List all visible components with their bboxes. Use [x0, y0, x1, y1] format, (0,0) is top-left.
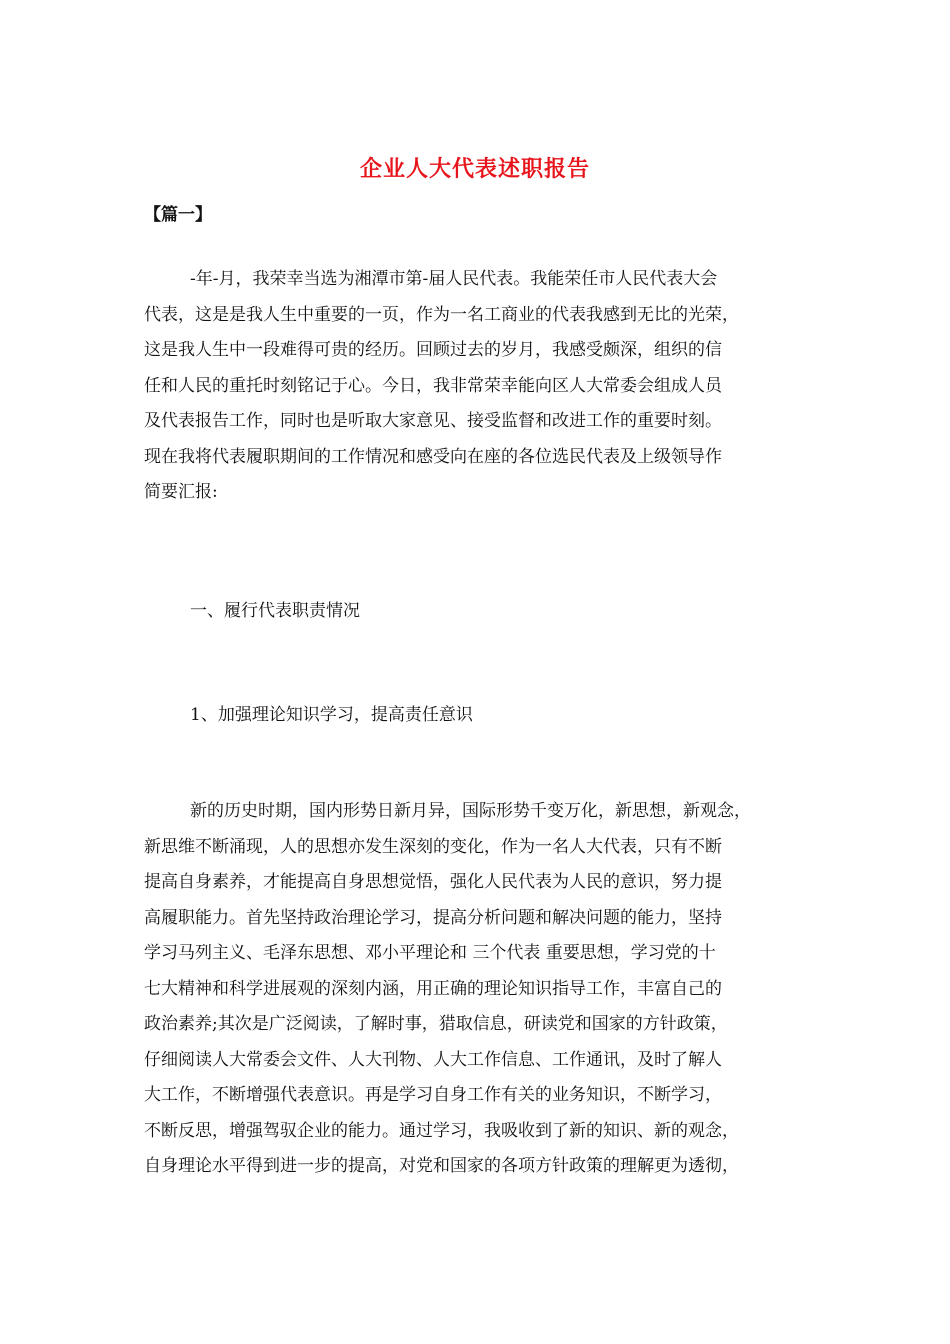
- paragraph-line: 任和人民的重托时刻铭记于心。今日，我非常荣幸能向区人大常委会组成人员: [144, 375, 722, 396]
- page-title: 企业人大代表述职报告: [359, 156, 590, 182]
- paragraph-line: 不断反思，增强驾驭企业的能力。通过学习，我吸收到了新的知识、新的观念，: [144, 1120, 739, 1141]
- section-heading: 一、履行代表职责情况: [190, 601, 360, 621]
- paragraph-line: 政治素养;其次是广泛阅读，了解时事，猎取信息，研读党和国家的方针政策，: [144, 1014, 728, 1034]
- intro-paragraph: [144, 262, 824, 511]
- paragraph-line: 及代表报告工作，同时也是听取大家意见、接受监督和改进工作的重要时刻。: [144, 411, 722, 431]
- section-tag: 【篇一】: [144, 205, 212, 225]
- paragraph-line: 大工作，不断增强代表意识。再是学习自身工作有关的业务知识，不断学习，: [144, 1085, 722, 1105]
- paragraph-line: 七大精神和科学进展观的深刻内涵，用正确的理论知识指导工作，丰富自己的: [144, 978, 722, 999]
- paragraph-line: 自身理论水平得到进一步的提高，对党和国家的各项方针政策的理解更为透彻，: [144, 1156, 739, 1176]
- paragraph-line: 新的历史时期，国内形势日新月异，国际形势千变万化，新思想，新观念，: [190, 801, 751, 821]
- paragraph-line: 学习马列主义、毛泽东思想、邓小平理论和 三个代表 重要思想，学习党的十: [144, 943, 716, 963]
- paragraph-line: 高履职能力。首先坚持政治理论学习，提高分析问题和解决问题的能力，坚持: [144, 907, 722, 928]
- paragraph-line: 简要汇报:: [144, 482, 218, 502]
- paragraph-line: 现在我将代表履职期间的工作情况和感受向在座的各位选民代表及上级领导作: [144, 446, 722, 467]
- paragraph-line: -年-月，我荣幸当选为湘潭市第-届人民代表。我能荣任市人民代表大会: [190, 269, 718, 289]
- paragraph-line: 代表，这是是我人生中重要的一页，作为一名工商业的代表我感到无比的光荣，: [144, 304, 739, 325]
- body-paragraph: [144, 794, 824, 1185]
- paragraph-line: 新思维不断涌现，人的思想亦发生深刻的变化，作为一名人大代表，只有不断: [144, 836, 722, 857]
- paragraph-line: 这是我人生中一段难得可贵的经历。回顾过去的岁月，我感受颇深，组织的信: [144, 340, 722, 360]
- subsection-heading: 1、加强理论知识学习，提高责任意识: [190, 705, 473, 725]
- paragraph-line: 提高自身素养，才能提高自身思想觉悟，强化人民代表为人民的意识，努力提: [144, 872, 722, 892]
- paragraph-line: 仔细阅读人大常委会文件、人大刊物、人大工作信息、工作通讯，及时了解人: [144, 1049, 722, 1070]
